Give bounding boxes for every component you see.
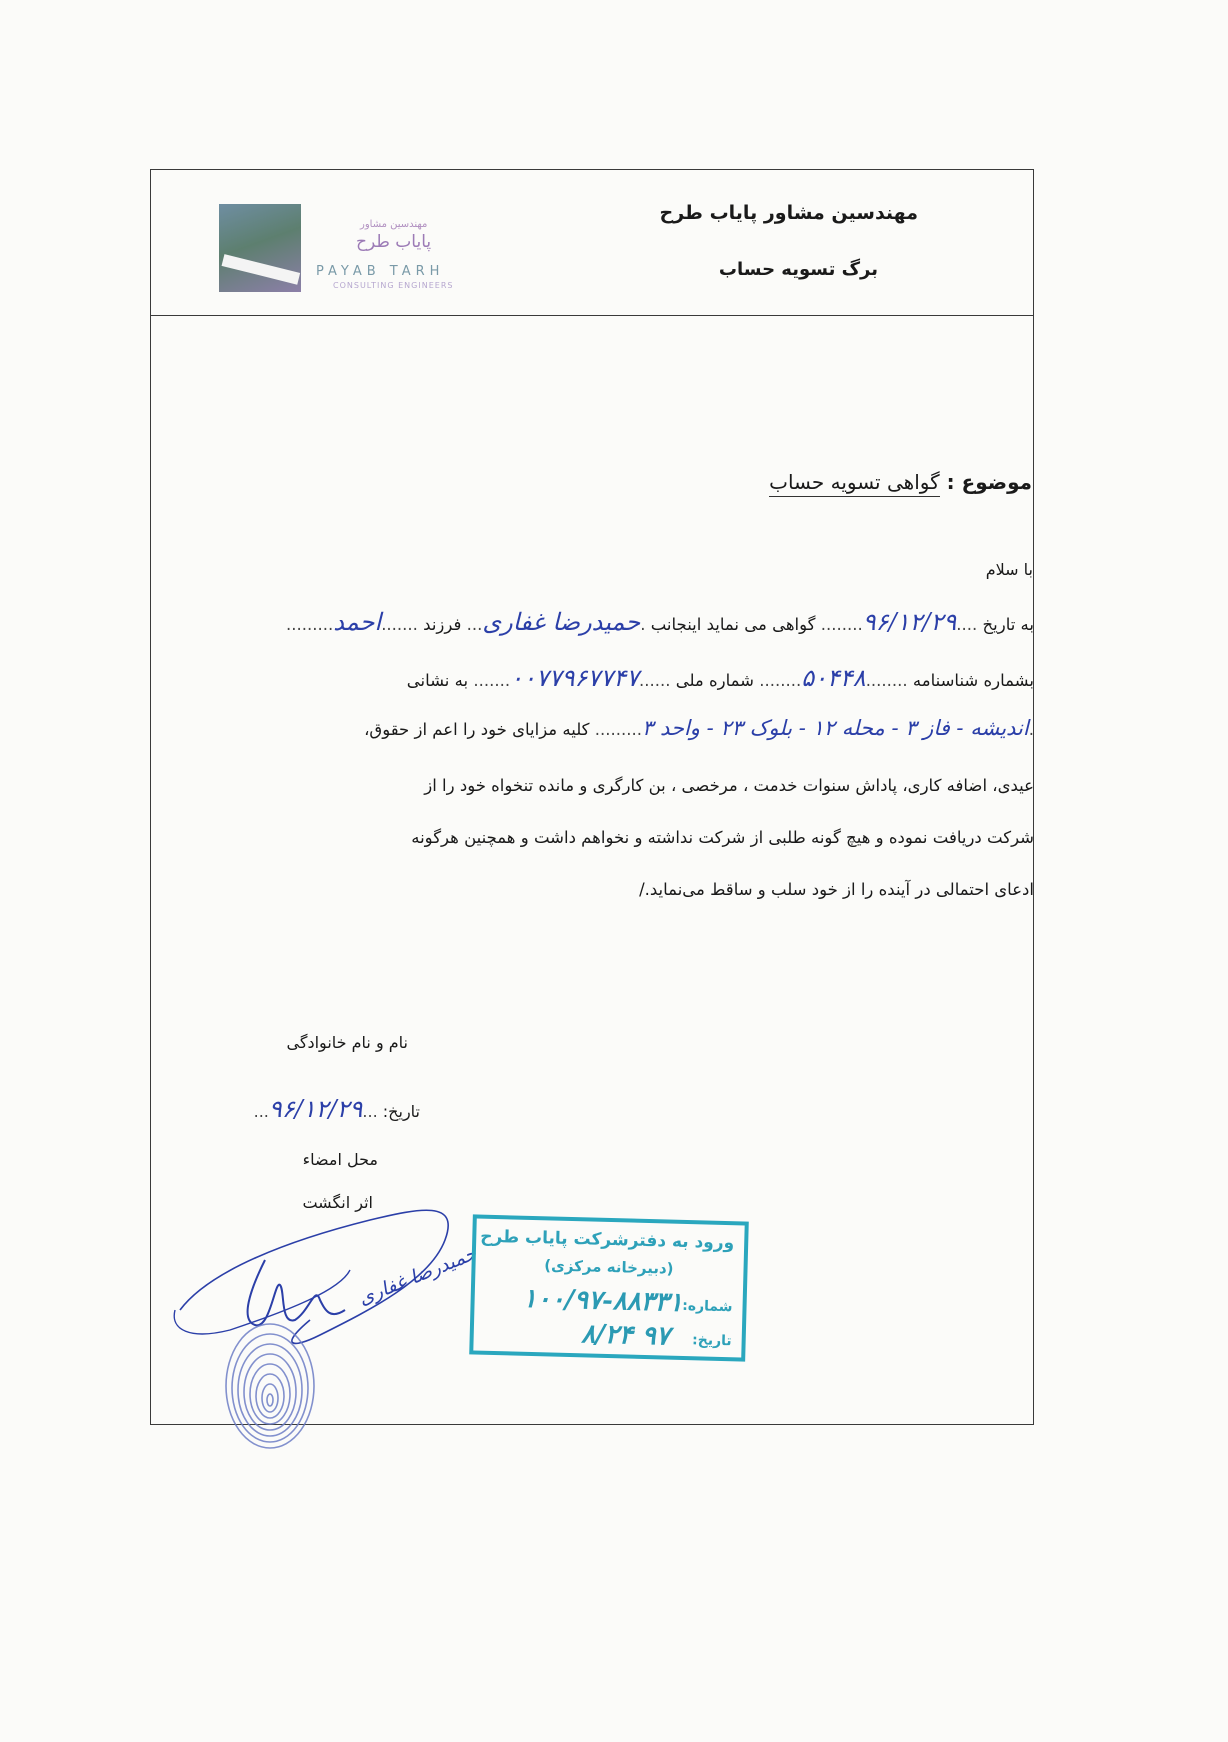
date-field: تاریخ: ...۹۶/۱۲/۲۹...	[253, 1095, 420, 1123]
handwritten-id-number: ۵۰۴۴۸	[801, 664, 866, 692]
text-segment: به تاریخ	[982, 615, 1034, 634]
subject-label: موضوع :	[946, 470, 1032, 494]
text-segment: فرزند	[423, 615, 462, 634]
name-field-label: نام و نام خانوادگی	[286, 1033, 408, 1052]
fingerprint-label: اثر انگشت	[302, 1193, 373, 1212]
body-line-2: بشماره شناسنامه ........۵۰۴۴۸........ شماره ملی ......۰۰۷۷۹۶۷۷۴۷....... به نشانی	[406, 664, 1034, 692]
body-line-3: .اندیشه - فاز ۳ - محله ۱۲ - بلوک ۲۳ - واحد ۳......... کلیه مزایای خود را اعم از حقوق،	[364, 716, 1034, 740]
form-title: برگ تسویه حساب	[718, 259, 878, 280]
signature-place-label: محل امضاء	[302, 1150, 378, 1169]
handwritten-date: ۹۶/۱۲/۲۹	[862, 608, 957, 636]
stamp-title: ورود به دفترشرکت پایاب طرح	[480, 1226, 735, 1254]
logo-subtitle-fa: مهندسین مشاور	[360, 219, 428, 230]
subject-value: گواهی تسویه حساب	[769, 470, 940, 497]
body-line-1: به تاریخ ....۹۶/۱۲/۲۹........ گواهی می نماید اینجانب .حمیدرضا غفاری... فرزند .......احمد.........	[285, 608, 1034, 636]
handwritten-national-id: ۰۰۷۷۹۶۷۷۴۷	[510, 664, 639, 692]
company-logo-mark	[219, 204, 301, 292]
stamp-number-label: شماره:	[682, 1297, 733, 1316]
body-line-4: عیدی، اضافه کاری، پاداش سنوات خدمت ، مرخصی ، بن کارگری و مانده تنخواه خود را از	[424, 776, 1034, 795]
body-line-5: شرکت دریافت نموده و هیچ گونه طلبی از شرکت نداشته و نخواهم داشت و همچنین هرگونه	[411, 828, 1034, 847]
fingerprint-image	[218, 1318, 318, 1454]
text-segment: گواهی می نماید اینجانب	[650, 615, 816, 634]
logo-subtitle-en: CONSULTING ENGINEERS	[333, 281, 454, 290]
stamp-date-value: ۹۷ ۸/۲۴	[580, 1319, 671, 1352]
date-field-label: تاریخ:	[382, 1102, 420, 1121]
handwritten-father-name: احمد	[333, 608, 382, 636]
body-line-6: ادعای احتمالی در آینده را از خود سلب و ساقط می‌نماید./	[639, 880, 1034, 899]
handwritten-address: اندیشه - فاز ۳ - محله ۱۲ - بلوک ۲۳ - واحد ۳	[642, 716, 1029, 740]
handwritten-sign-date: ۹۶/۱۲/۲۹	[268, 1095, 363, 1123]
stamp-number-value: ۱۰۰/۹۷-۸۸۳۳۱	[522, 1283, 684, 1318]
office-entry-stamp	[469, 1214, 749, 1361]
text-segment: به نشانی	[406, 671, 469, 690]
handwritten-name: حمیدرضا غفاری	[482, 608, 641, 636]
text-segment: کلیه مزایای خود را اعم از حقوق،	[364, 720, 590, 739]
company-name: مهندسین مشاور پایاب طرح	[659, 202, 918, 224]
signature-name: حمیدرضا غفاری	[355, 1242, 480, 1310]
header-divider	[150, 315, 1034, 316]
stamp-subtitle: (دبیرخانه مرکزی)	[544, 1256, 674, 1278]
greeting: با سلام	[985, 560, 1033, 579]
text-segment: شماره ملی	[675, 671, 755, 690]
logo-name-fa: پایاب طرح	[356, 232, 432, 252]
text-segment: بشماره شناسنامه	[912, 671, 1034, 690]
subject-line	[769, 470, 1032, 494]
logo-name-en: PAYAB TARH	[316, 264, 445, 279]
stamp-date-label: تاریخ:	[691, 1332, 732, 1350]
